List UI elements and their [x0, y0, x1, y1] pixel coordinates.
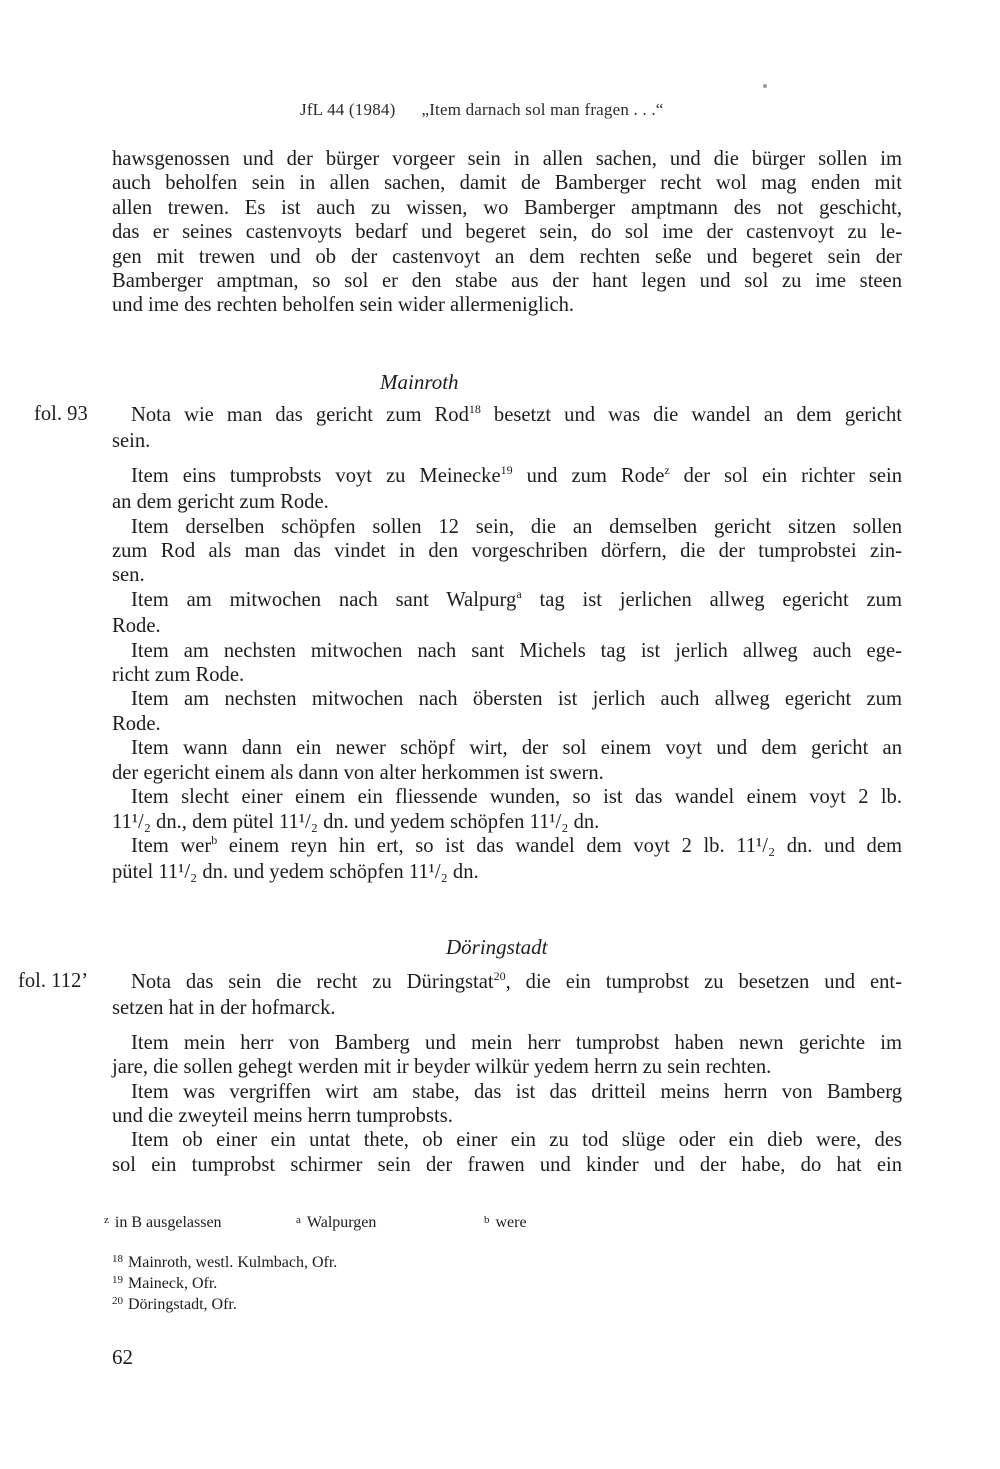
apparatus-ref: z: [664, 462, 670, 477]
text-line: Item slecht einer einem ein fliessende wunden, so ist das wandel einem voyt 2 lb.: [131, 786, 902, 809]
text-line: gen mit trewen und ob der castenvoyt an dem rechten seße und begeret sein der: [112, 245, 902, 268]
mainroth-text: [112, 403, 902, 885]
text-line: sein.: [112, 430, 151, 453]
text-line: Bamberger amptman, so sol er den stabe aus der hant legen und sol zu ime steen: [112, 270, 902, 293]
text-line: Nota wie man das gericht zum Rod$^{18}$ besetzt und was die wandel an dem gericht: [131, 402, 903, 426]
intro-paragraph: [112, 147, 902, 318]
text-line: an dem gericht zum Rode.: [112, 491, 329, 514]
text-line: jare, die sollen gehegt werden mit ir beyder wilkür yedem herrn zu sein rechten.: [112, 1056, 772, 1079]
folio-mark: fol. 93: [34, 403, 88, 425]
page-number: 62: [112, 1345, 133, 1369]
text-line: Nota das sein die recht zu Düringstat$^{20}$, die ein tumprobst zu besetzen und ent-: [131, 969, 902, 993]
text-line: Item am nechsten mitwochen nach öbersten ist jerlich auch allweg egericht zum: [131, 688, 902, 711]
footnote-ref: 20: [493, 969, 506, 983]
footnote-ref: 19: [500, 462, 513, 477]
footnotes: [112, 1253, 337, 1316]
text-line: Item mein herr von Bamberg und mein herr tumprobst haben newn gerichte im: [131, 1031, 902, 1054]
text-line: sol ein tumprobst schirmer sein der frawen und kinder und der habe, do hat ein: [112, 1153, 902, 1176]
footnote: $^{18}$ Mainroth, westl. Kulmbach, Ofr.: [112, 1253, 338, 1271]
running-head: [300, 100, 664, 120]
text-line: pütel 11¹/₂ dn. und yedem schöpfen 11¹/₂ dn.: [112, 861, 479, 884]
apparatus-ref: a: [516, 586, 522, 601]
footnote-ref: 18: [468, 402, 481, 416]
text-line: richt zum Rode.: [112, 664, 245, 687]
doeringstadt-text: [112, 970, 902, 1177]
text-line: und ime des rechten beholfen sein wider allermeniglich.: [112, 294, 575, 317]
footnote: $^{20}$ Döringstadt, Ofr.: [112, 1295, 237, 1313]
text-line: Item eins tumprobsts voyt zu Meinecke$^{19}$ und zum Rode$^z$ der sol ein richter sein: [131, 462, 902, 487]
text-line: Item wann dann ein newer schöpf wirt, der sol einem voyt und dem gericht an: [131, 737, 902, 760]
text-line: hawsgenossen und der bürger vorgeer sein in allen sachen, und die bürger sollen im: [112, 148, 902, 170]
text-line: Rode.: [112, 615, 161, 638]
apparatus-ref: b: [211, 832, 218, 847]
paragraph-gap: [112, 1021, 902, 1031]
apparatus-note: $^z$ in B ausgelassen: [104, 1214, 222, 1231]
running-head-title: „Item darnach sol man fragen . . .“: [421, 100, 664, 119]
text-line: Item was vergriffen wirt am stabe, das ist das dritteil meins herrn von Bamberg: [131, 1080, 902, 1103]
speck-mark: [763, 84, 767, 88]
text-line: sen.: [112, 564, 145, 587]
footnote: $^{19}$ Maineck, Ofr.: [112, 1274, 218, 1292]
folio-mark: fol. 112’: [18, 970, 89, 992]
section-heading-doeringstadt: Döringstadt: [446, 935, 548, 959]
text-line: Item wer$^b$ einem reyn hin ert, so ist das wandel dem voyt 2 lb. 11¹/₂ dn. und dem: [131, 832, 902, 857]
text-line: und die zweyteil meins herrn tumprobsts.: [112, 1105, 453, 1128]
text-line: auch beholfen sein in allen sachen, damit de Bamberger recht wol mag enden mit: [112, 172, 902, 195]
text-line: Item am mitwochen nach sant Walpurg$^a$ tag ist jerlichen allweg egericht zum: [131, 586, 902, 611]
apparatus-note: $^b$ were: [484, 1214, 527, 1231]
text-line: setzen hat in der hofmarck.: [112, 997, 336, 1020]
text-line: 11¹/₂ dn., dem pütel 11¹/₂ dn. und yedem schöpfen 11¹/₂ dn.: [112, 810, 600, 833]
running-head-journal: JfL 44 (1984): [300, 100, 396, 119]
section-heading-mainroth: Mainroth: [380, 370, 459, 394]
text-line: Item am nechsten mitwochen nach sant Michels tag ist jerlich allweg auch ege-: [131, 639, 902, 662]
text-line: das er seines castenvoyts bedarf und begeret sein, do sol ime der castenvoyt zu le-: [112, 221, 902, 244]
text-line: zum Rod als man das vindet in den vorgeschriben dörfern, die der tumprobstei zin-: [112, 540, 902, 563]
apparatus-note: $^a$ Walpurgen: [296, 1214, 377, 1231]
text-line: Rode.: [112, 712, 161, 735]
text-line: Item derselben schöpfen sollen 12 sein, die an demselben gericht sitzen sollen: [131, 515, 902, 538]
text-line: Item ob einer ein untat thete, ob einer ein zu tod slüge oder ein dieb were, des: [131, 1129, 902, 1152]
text-line: der egericht einem als dann von alter herkommen ist swern.: [112, 761, 604, 784]
text-line: allen trewen. Es ist auch zu wissen, wo Bamberger amptmann des not geschicht,: [112, 196, 902, 219]
